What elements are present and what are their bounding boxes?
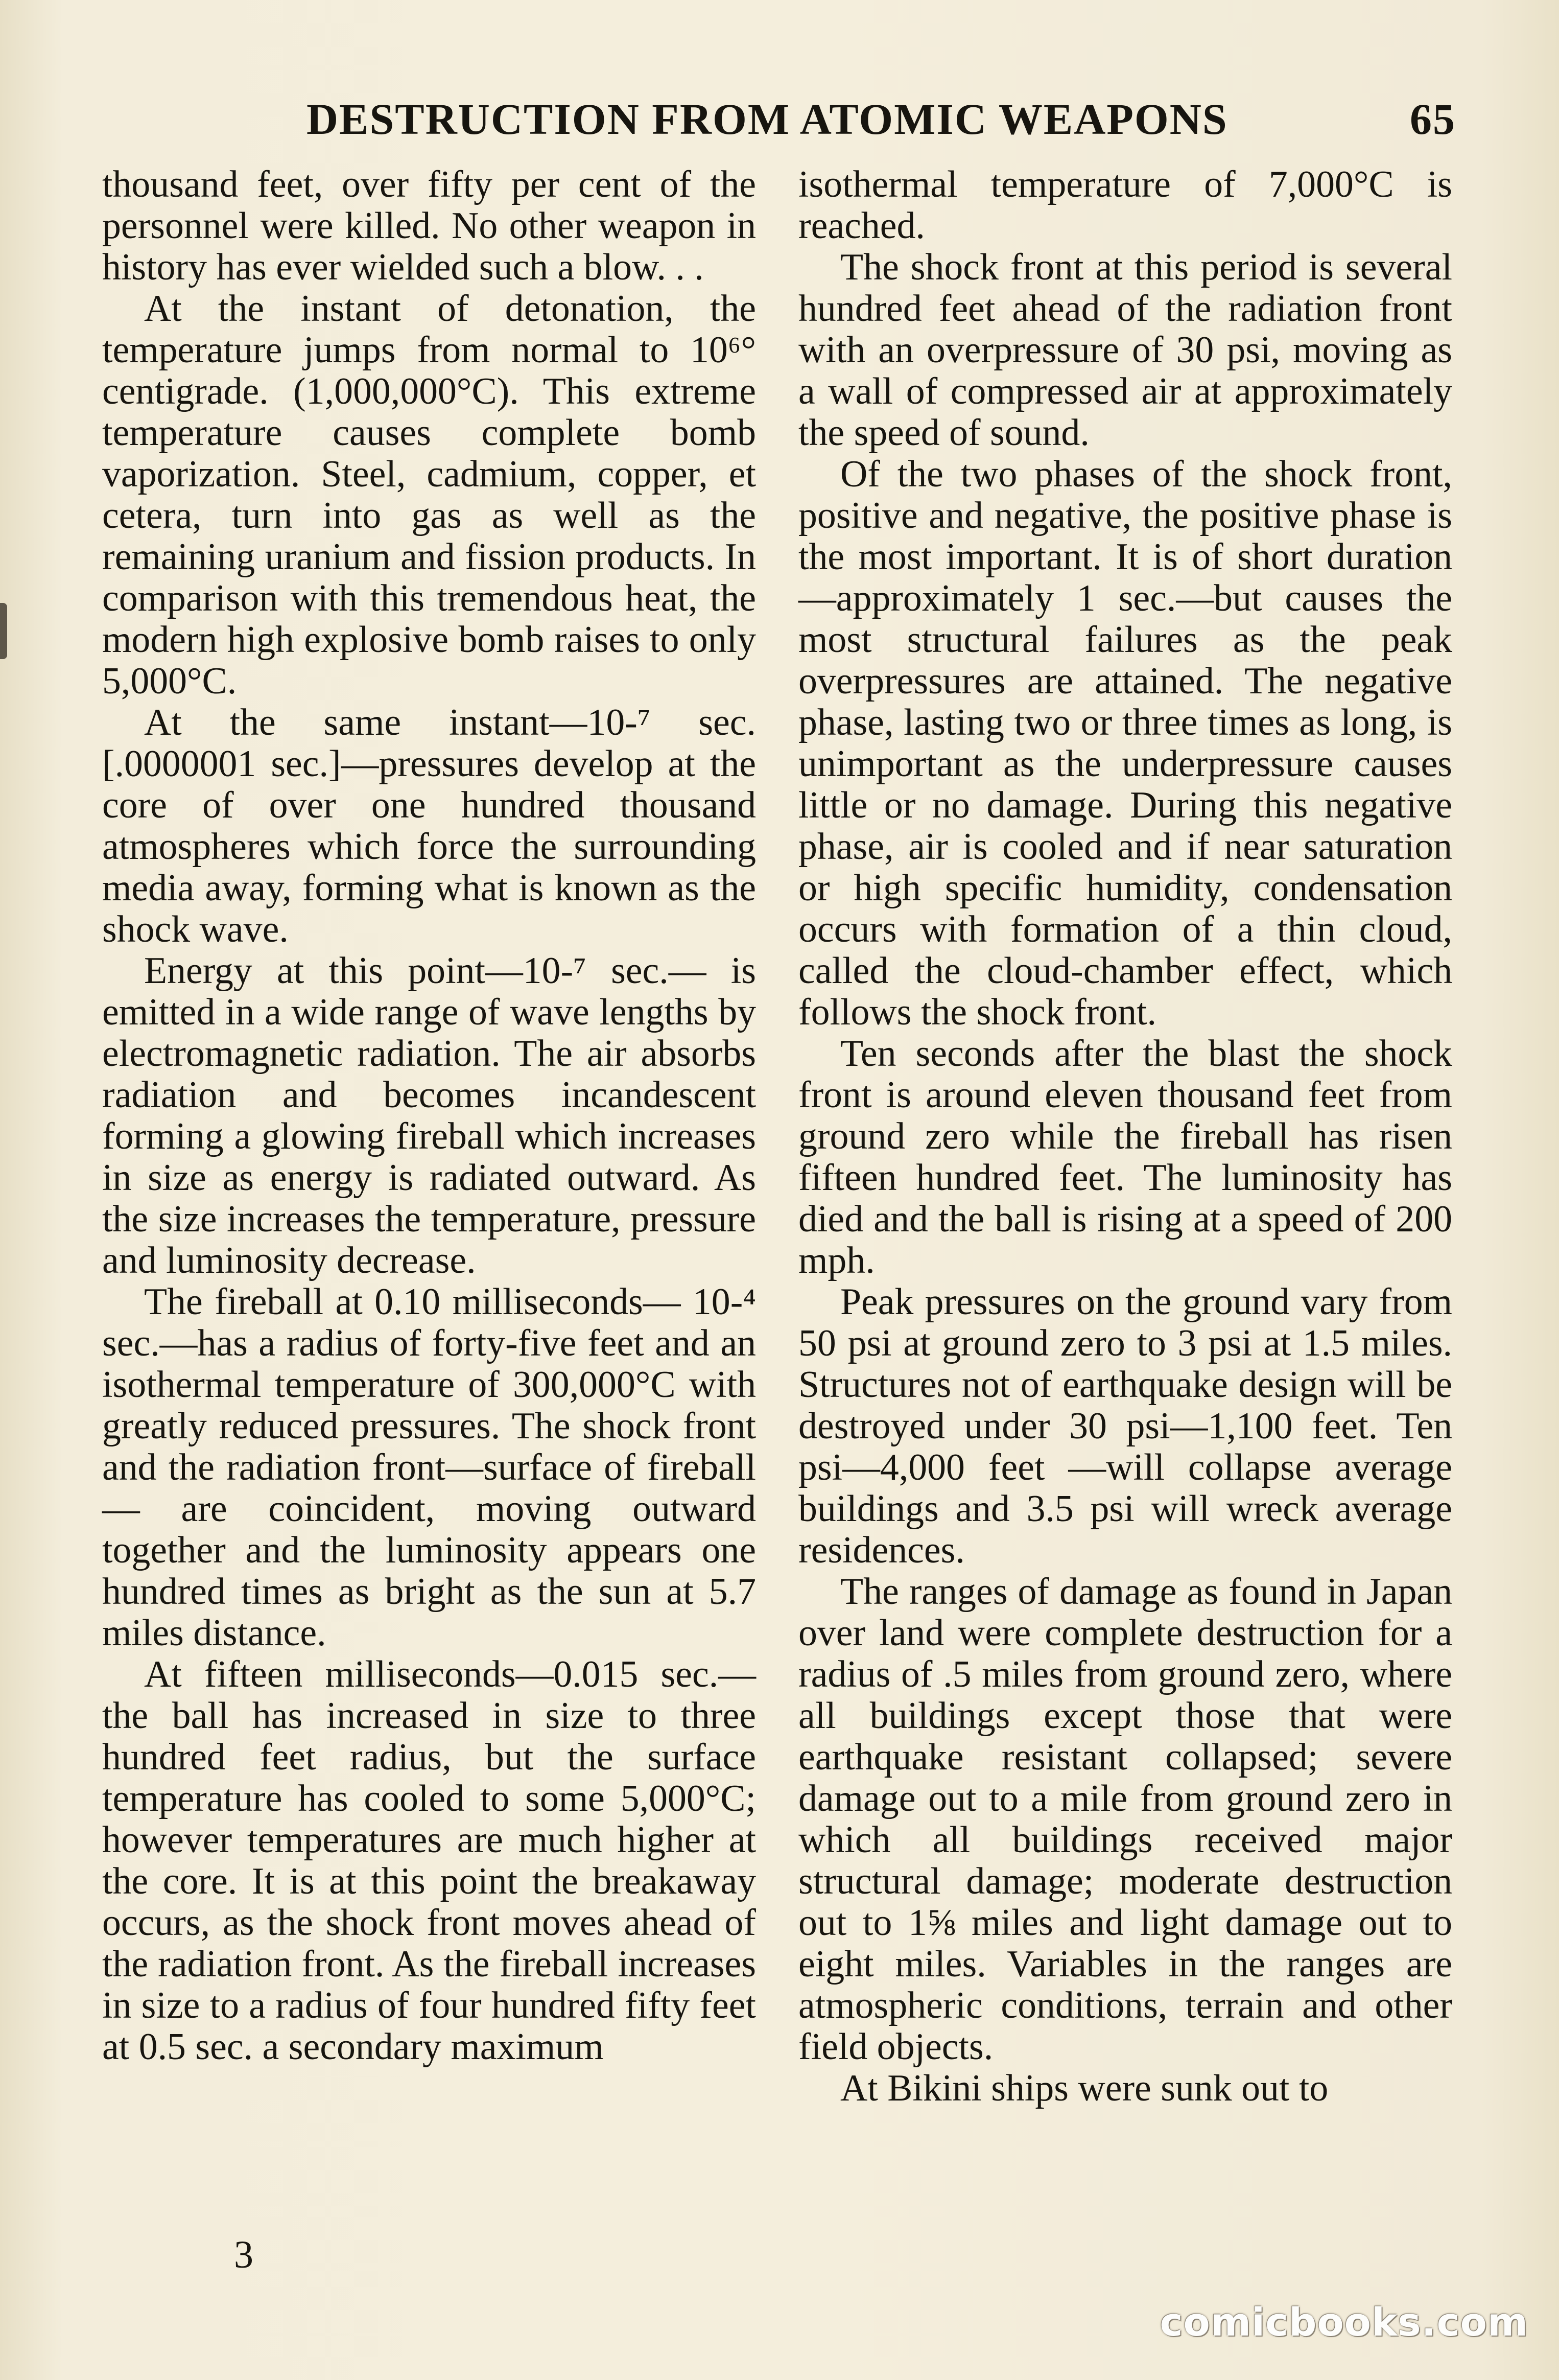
left-column xyxy=(102,164,756,2067)
paragraph: The fireball at 0.10 milliseconds— 10-⁴ sec.—has a radius of forty-five feet and an isothermal temperature of 300,000°C with greatly reduced pressures. The shock front and the radiation front—surface of fireball— are coincident, moving outward together and the luminosity appears one hundred times as bright as the sun at 5.7 miles distance. xyxy=(102,1280,756,1653)
running-head-title: DESTRUCTION FROM ATOMIC WEAPONS xyxy=(306,95,1228,144)
paragraph: Of the two phases of the shock front, positive and negative, the positive phase is the most important. It is of short duration—approximately 1 sec.—but causes the most structural failures as the peak overpressures are attained. The negative phase, lasting two or three times as long, is unimportant as the underpressure causes little or no damage. During this negative phase, air is cooled and if near saturation or high specific humidity, condensation occurs with formation of a thin cloud, called the cloud-chamber effect, which follows the shock front. xyxy=(798,453,1452,1033)
page-number: 65 xyxy=(1410,95,1456,144)
running-head xyxy=(306,86,1481,152)
paragraph: Energy at this point—10-⁷ sec.— is emitted in a wide range of wave lengths by electromagnetic radiation. The air absorbs radiation and becomes incandescent forming a glowing fireball which increases in size as energy is radiated outward. As the size increases the temperature, pressure and luminosity decrease. xyxy=(102,949,756,1281)
paragraph: Peak pressures on the ground vary from 50 psi at ground zero to 3 psi at 1.5 miles. Structures not of earthquake design will be destroyed under 30 psi—1,100 feet. Ten psi—4,000 feet —will collapse average buildings and 3.5 psi will wreck average residences. xyxy=(798,1280,1452,1571)
paragraph: The shock front at this period is several hundred feet ahead of the radiation front with an overpressure of 30 psi, moving as a wall of compressed air at approximately the speed of sound. xyxy=(798,246,1452,453)
paragraph: At the same instant—10-⁷ sec. [.0000001 sec.]—pressures develop at the core of over one hundred thousand atmospheres which force the surrounding media away, forming what is known as the shock wave. xyxy=(102,701,756,950)
paragraph: At the instant of detonation, the temperature jumps from normal to 10⁶° centigrade. (1,000,000°C). This extreme temperature causes complete bomb vaporization. Steel, cadmium, copper, et cetera, turn into gas as well as the remaining uranium and fission products. In comparison with this tremendous heat, the modern high explosive bomb raises to only 5,000°C. xyxy=(102,287,756,702)
signature-mark: 3 xyxy=(234,2233,253,2276)
paragraph: isothermal temperature of 7,000°C is reached. xyxy=(798,163,1452,246)
right-column xyxy=(798,164,1452,2109)
paragraph: At fifteen milliseconds—0.015 sec.— the ball has increased in size to three hundred feet radius, but the surface temperature has cooled to some 5,000°C; however temperatures are much higher at the core. It is at this point the breakaway occurs, as the shock front moves ahead of the radiation front. As the fireball increases in size to a radius of four hundred fifty feet at 0.5 sec. a secondary maximum xyxy=(102,1653,756,2067)
paragraph: The ranges of damage as found in Japan over land were complete destruction for a radius of .5 miles from ground zero, where all buildings except those that were earthquake resistant collapsed; severe damage out to a mile from ground zero in which all buildings received major structural damage; moderate destruction out to 1⅝ miles and light damage out to eight miles. Variables in the ranges are atmospheric conditions, terrain and other field objects. xyxy=(798,1570,1452,2067)
paragraph: At Bikini ships were sunk out to xyxy=(840,2067,1329,2109)
watermark: comicbooks.com xyxy=(1160,2299,1528,2345)
page-edge-shadow xyxy=(0,603,7,659)
paragraph: Ten seconds after the blast the shock front is around eleven thousand feet from ground zero while the fireball has risen fifteen hundred feet. The luminosity has died and the ball is rising at a speed of 200 mph. xyxy=(798,1032,1452,1281)
paragraph: thousand feet, over fifty per cent of the personnel were killed. No other weapon in history has ever wielded such a blow. . . xyxy=(102,163,756,288)
